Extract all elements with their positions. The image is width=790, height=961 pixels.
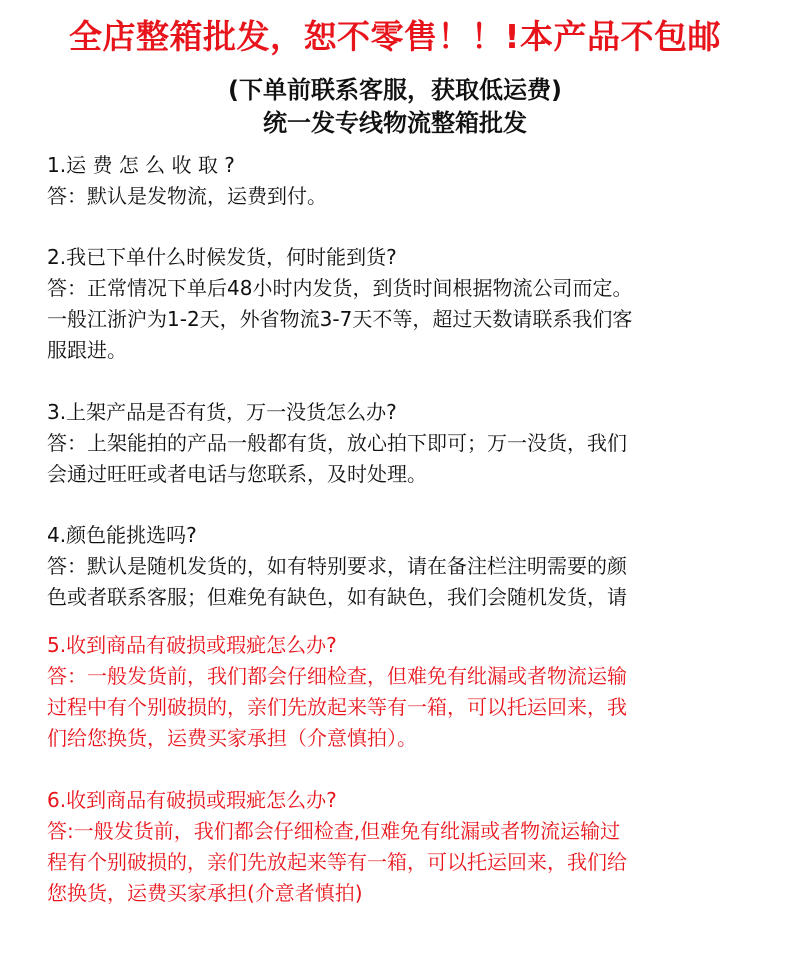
faq-question: 5.收到商品有破损或瑕疵怎么办? <box>47 633 337 657</box>
faq-item-damage <box>47 630 747 754</box>
page-subtitle-contact: (下单前联系客服，获取低运费) <box>228 76 562 104</box>
faq-item-color <box>47 520 747 613</box>
page-subtitle-shipping: 统一发专线物流整箱批发 <box>263 109 527 137</box>
faq-item-damage-repeat <box>47 785 747 909</box>
faq-answer-line: 们给您换货，运费买家承担（介意慎拍）。 <box>47 726 417 750</box>
faq-answer-line: 会通过旺旺或者电话与您联系，及时处理。 <box>47 462 427 486</box>
faq-question: 6.收到商品有破损或瑕疵怎么办? <box>47 788 337 812</box>
faq-answer-line: 色或者联系客服；但难免有缺色，如有缺色，我们会随机发货，请 <box>47 585 627 609</box>
faq-answer-line: 服跟进。 <box>47 338 127 362</box>
faq-answer-line: 答：上架能拍的产品一般都有货，放心拍下即可；万一没货，我们 <box>47 431 627 455</box>
faq-item-delivery-time <box>47 242 747 366</box>
faq-item-stock <box>47 397 747 490</box>
faq-question: 3.上架产品是否有货，万一没货怎么办? <box>47 400 397 424</box>
page-headline: 全店整箱批发，恕不零售！！!本产品不包邮 <box>68 17 722 56</box>
faq-answer-line: 程有个别破损的，亲们先放起来等有一箱，可以托运回来，我们给 <box>47 850 627 874</box>
faq-answer-line: 答：默认是随机发货的，如有特别要求，请在备注栏注明需要的颜 <box>47 554 627 578</box>
faq-answer-line: 过程中有个别破损的，亲们先放起来等有一箱，可以托运回来，我 <box>47 695 627 719</box>
faq-item-shipping-fee <box>47 150 747 212</box>
faq-answer-line: 您换货，运费买家承担(介意者慎拍) <box>47 881 363 905</box>
faq-answer-line: 答:一般发货前，我们都会仔细检查,但难免有纰漏或者物流运输过 <box>47 819 621 843</box>
faq-answer-line: 答：正常情况下单后48小时内发货，到货时间根据物流公司而定。 <box>47 276 633 300</box>
faq-question: 4.颜色能挑选吗? <box>47 523 197 547</box>
faq-answer-line: 答：默认是发物流，运费到付。 <box>47 184 327 208</box>
faq-answer-line: 一般江浙沪为1-2天，外省物流3-7天不等，超过天数请联系我们客 <box>47 307 633 331</box>
faq-answer-line: 答：一般发货前，我们都会仔细检查，但难免有纰漏或者物流运输 <box>47 664 627 688</box>
faq-question: 2.我已下单什么时候发货，何时能到货? <box>47 245 397 269</box>
faq-question: 1.运 费 怎 么 收 取 ? <box>47 153 235 177</box>
